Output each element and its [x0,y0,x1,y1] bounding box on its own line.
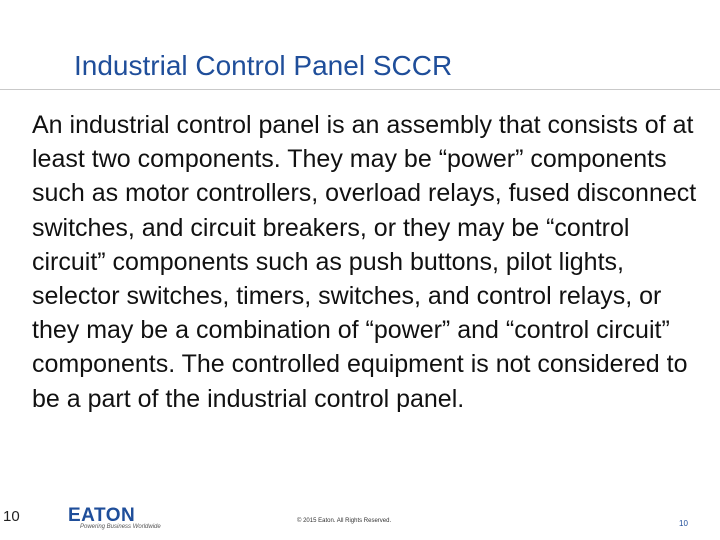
eaton-logo [68,505,161,534]
slide-number-right: 10 [679,519,688,528]
title-divider [0,89,720,90]
slide-body-text: An industrial control panel is an assembly that consists of at least two components. They may be “power” components such as motor controllers, overload relays, fused disconnect switches, and circuit breakers, or they may be “control circuit” components such as push buttons, pilot lights, selector switches, timers, switches, and control relays, or they may be a combination of “power” and “control circuit” components. The controlled equipment is not considered to be a part of the industrial control panel. [32,111,697,413]
slide-title: Industrial Control Panel SCCR [74,50,453,81]
slide-number-left: 10 [3,508,20,525]
logo-wordmark: EATON [68,505,136,526]
logo-tagline: Powering Business Worldwide [80,524,161,530]
copyright-notice: © 2015 Eaton. All Rights Reserved. [297,518,392,524]
